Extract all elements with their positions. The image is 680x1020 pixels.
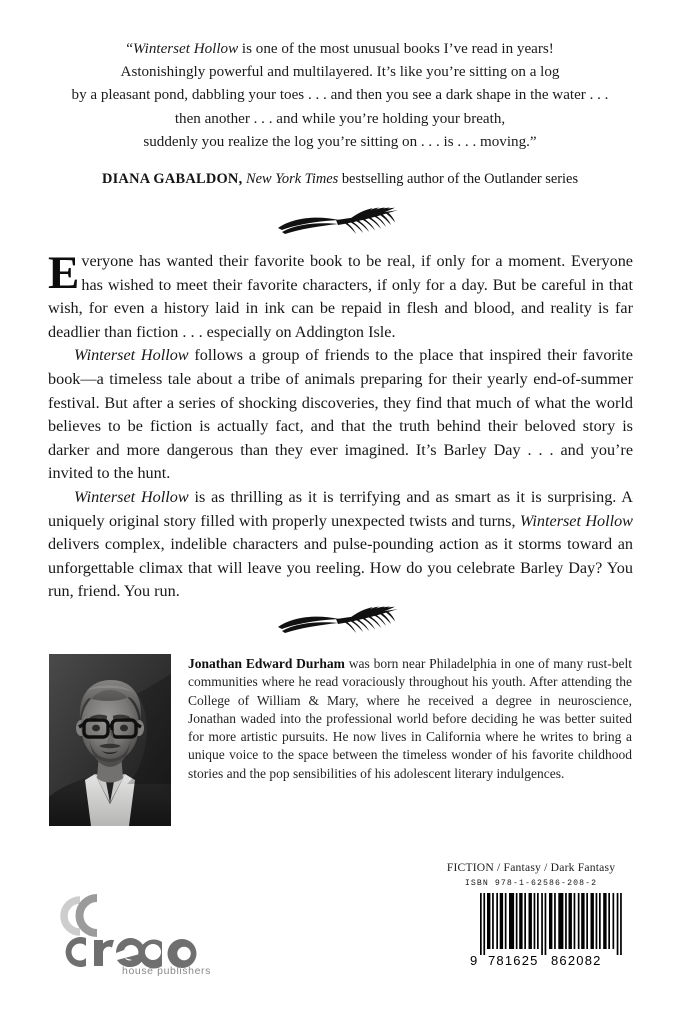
- svg-text:862082: 862082: [551, 953, 602, 968]
- publisher-name: [0, 0, 1, 1]
- description-paragraph-2-rest: follows a group of friends to the place that inspired their favorite book—a timeless tale about a tribe of animals preparing for their yearly end-of-summer festival. But after a series of shocking discoveries, they find that much of what the world believes to be fiction is actually fact, and that the truth behind their beloved story is darker and more dangerous than they ever imagined. It’s Barley Day . . . and you’re invited to the hunt.: [48, 346, 633, 483]
- isbn-text: ISBN 978-1-62586-208-2: [464, 879, 598, 888]
- blurb-attribution-rest: bestselling author of the Outlander series: [338, 171, 579, 187]
- book-description: [48, 247, 633, 604]
- isbn-barcode: [468, 891, 632, 969]
- blurb-publication-name: New York Times: [246, 171, 339, 187]
- leaf-flourish-icon-bottom: [0, 606, 680, 636]
- book-title-italic-b: Winterset Hollow: [519, 511, 633, 530]
- publisher-tagline: [0, 0, 1, 1]
- blurb-line-5: suddenly you realize the log you’re sitting on . . . is . . . moving.”: [143, 133, 537, 150]
- blurb-attribution: [50, 170, 630, 189]
- book-title-italic-a: Winterset Hollow: [74, 487, 189, 506]
- blurb-author-name: DIANA GABALDON,: [101, 171, 243, 187]
- author-name: Jonathan Edward Durham: [188, 656, 345, 671]
- publisher-logo: [50, 890, 235, 978]
- blurb-open-quote: “: [126, 41, 133, 57]
- blurb-line-4: then another . . . and while you’re holding your breath,: [174, 110, 506, 127]
- svg-text:9: 9: [470, 953, 478, 968]
- description-paragraph-1: Everyone has wanted their favorite book to be real, if only for a moment. Everyone has wished to meet their favorite characters, if only for a day. But be careful in that wish, for even a history laid in ink can be repaid in flesh and blood, and reality is far deadlier than fiction . . . especially on Addington Isle.: [48, 247, 633, 341]
- author-biography: [188, 655, 632, 783]
- book-category: FICTION / Fantasy / Dark Fantasy: [446, 861, 616, 874]
- blurb-line-1: [50, 38, 630, 61]
- description-paragraph-3-mid: is as thrilling as it is terrifying and as smart as it is surprising. A uniquely original story filled with properly unexpected twists and turns,: [48, 487, 633, 530]
- blurb-line-2: Astonishingly powerful and multilayered. It’s like you’re sitting on a log: [120, 64, 560, 81]
- blurb-quote: [50, 38, 630, 154]
- author-portrait-photo: [49, 654, 171, 826]
- blurb-line-3: by a pleasant pond, dabbling your toes . . . and then you see a dark shape in the water . . .: [71, 87, 609, 104]
- description-paragraph-3: [48, 486, 633, 604]
- leaf-flourish-icon: [0, 207, 680, 237]
- blurb-line-1-rest: is one of the most unusual books I’ve read in years!: [238, 41, 554, 57]
- barcode-digits: [0, 0, 1, 1]
- blurb-book-title: Winterset Hollow: [132, 41, 239, 57]
- svg-text:781625: 781625: [488, 953, 539, 968]
- svg-text:house publishers: house publishers: [122, 965, 211, 977]
- description-paragraph-2: [48, 344, 633, 486]
- author-bio-text: was born near Philadelphia in one of many rust-belt communities where he read voraciously throughout his youth. After attending the College of William & Mary, where he received a degree in neuroscience, Jonathan waded into the professional world before deciding he was better suited for more artistic pursuits. He now lives in California where he writes to bring a unique voice to the space between the timeless wonder of his favorite childhood stories and the pop sensibilities of his adolescent literary indulgences.: [188, 656, 632, 781]
- description-paragraph-3-end: delivers complex, indelible characters and pulse-pounding action as it storms toward an unforgettable climax that will leave you reeling. How do you celebrate Barley Day? You run, friend. You run.: [48, 535, 633, 601]
- book-title-italic: Winterset Hollow: [74, 346, 189, 365]
